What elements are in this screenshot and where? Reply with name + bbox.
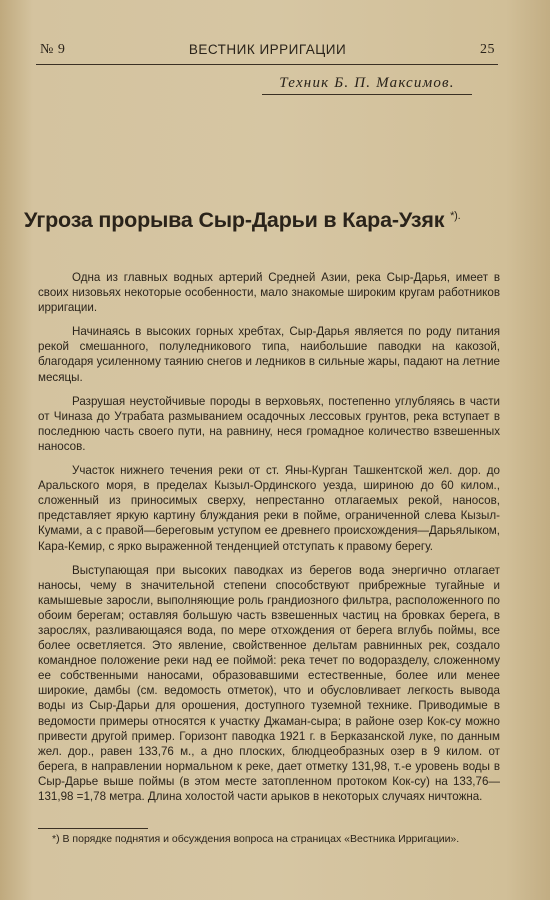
footnote: *) В порядке поднятия и обсуждения вопроса на страницах «Вестника Ирригации». [52,833,460,845]
running-header [40,40,495,60]
article-body [38,270,500,813]
paragraph-5: Выступающая при высоких паводках из берегов вода энергично отлагает наносы, чему в значительной степени способствуют прибрежные тугайные и камышевые заросли, выполняющие роль грандиозного фильтра, расположенного по обоим берегам; оставляя большую часть взвешенных частиц на бровках берега, в зарослях, разливающаяся вода, по мере отхождения от берега вглубь поймы, все более осветляется. Это явление, свойственное дельтам равнинных рек, создало командное положение реки над ее поймой: река течет по водоразделу, сложенному ее собственными наносами, образовавшими естественные, более или менее широкие, дамбы (см. ведомость отметок), что и обусловливает легкость вывода воды из Сыр-Дарьи для орошения, доступного туземной технике. Приводимые в ведомости примеры относятся к участку Джаман-сыра; в районе озер Кок-су можно привести другой пример. Горизонт паводка 1921 г. в Берказанской луке, по данным жел. дор., равен 133,76 м., а дно плоских, блюдцеобразных озер в 9 килом. от берега, в направлении нормальном к реке, дает отметку 131,98, т.-е уровень воды в Сыр-Дарье выше поймы (в этом месте затопленном протоком Кок-су) на 133,76—131,98 =1,78 метра. Длина холостой части арыков в некоторых случаях ничтожна. [38,563,500,803]
article-author: Техник Б. П. Максимов. [262,75,472,95]
header-divider [36,64,498,65]
paragraph-3: Разрушая неустойчивые породы в верховьях, постепенно углубляясь в части от Чиназа до Утрабата размыванием осадочных лессовых грунтов, река вступает в последнюю часть своего пути, на равнину, неся громадное количество взвешенных наносов. [38,394,500,453]
journal-title: ВЕСТНИК ИРРИГАЦИИ [188,42,347,57]
footnote-marker: *). [450,209,461,222]
footnote-divider [38,828,148,829]
issue-number: № 9 [40,42,66,57]
paragraph-4: Участок нижнего течения реки от ст. Яны-Курган Ташкентской жел. дор. до Аральского моря, в пределах Кызыл-Ординского уезда, шириною до 60 килом., сложенный из приносимых сверху, непрестанно отлагаемых рекой, наносов, представляет яркую картину блуждания реки в пойме, ограниченной слева Кызыл-Кумами, а с правой—береговым уступом ее древнего происхождения—Дарьялыком, Кара-Кемир, с ярко выраженной тенденцией отступать к правому берегу. [38,464,500,553]
page-number: 25 [480,42,495,57]
article-title-text: Угроза прорыва Сыр-Дарьи в Кара-Узяк [24,208,445,232]
article-title [24,208,524,233]
paragraph-1: Одна из главных водных артерий Средней Азии, река Сыр-Дарья, имеет в своих низовьях некоторые особенности, мало знакомые широким кругам работников ирригации. [38,271,500,315]
paragraph-2: Начинаясь в высоких горных хребтах, Сыр-Дарья является по роду питания рекой смешанного, полуледникового типа, наибольшие паводки на какозой, благодаря усиленному таянию снегов и ледников в сильные жары, падают на летние месяцы. [38,325,500,384]
